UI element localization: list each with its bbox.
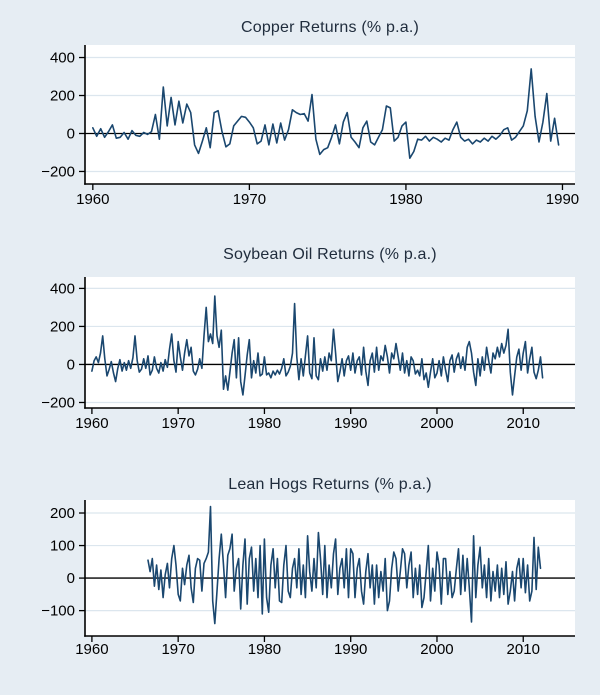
chart-title-copper: Copper Returns (% p.a.) bbox=[240, 19, 419, 36]
y-tick-label: 400 bbox=[49, 49, 75, 67]
y-tick-label: 0 bbox=[66, 125, 75, 143]
x-tick-label: 2010 bbox=[506, 415, 540, 432]
x-tick-label: 1990 bbox=[545, 191, 580, 208]
chart-title-soybean-oil: Soybean Oil Returns (% p.a.) bbox=[223, 246, 437, 263]
y-tick-label: 0 bbox=[66, 356, 75, 374]
x-tick-label: 2000 bbox=[420, 415, 454, 432]
x-tick-label: 2010 bbox=[506, 641, 540, 658]
y-tick-label: −200 bbox=[41, 394, 75, 412]
x-tick-label: 1980 bbox=[247, 415, 282, 432]
x-tick-label: 1960 bbox=[75, 641, 109, 658]
y-tick-label: 200 bbox=[49, 505, 75, 523]
x-tick-label: 1970 bbox=[232, 191, 267, 208]
x-tick-label: 1960 bbox=[75, 415, 109, 432]
y-tick-label: 100 bbox=[49, 537, 75, 555]
chart-title-lean-hogs: Lean Hogs Returns (% p.a.) bbox=[228, 476, 432, 493]
x-tick-label: 1980 bbox=[247, 641, 282, 658]
y-tick-label: 200 bbox=[49, 87, 75, 105]
y-tick-label: 0 bbox=[66, 570, 75, 588]
plot-area bbox=[85, 277, 575, 408]
x-tick-label: 1980 bbox=[389, 191, 423, 208]
y-tick-label: 200 bbox=[49, 318, 75, 336]
x-tick-label: 1970 bbox=[161, 415, 195, 432]
x-tick-label: 1970 bbox=[161, 641, 195, 658]
plot-area bbox=[85, 45, 575, 184]
y-tick-label: −200 bbox=[41, 163, 75, 181]
x-tick-label: 1990 bbox=[334, 641, 368, 658]
x-tick-label: 2000 bbox=[420, 641, 454, 658]
y-tick-label: 400 bbox=[49, 280, 75, 298]
x-tick-label: 1990 bbox=[334, 415, 368, 432]
y-tick-label: −100 bbox=[41, 602, 75, 620]
x-tick-label: 1960 bbox=[76, 191, 110, 208]
